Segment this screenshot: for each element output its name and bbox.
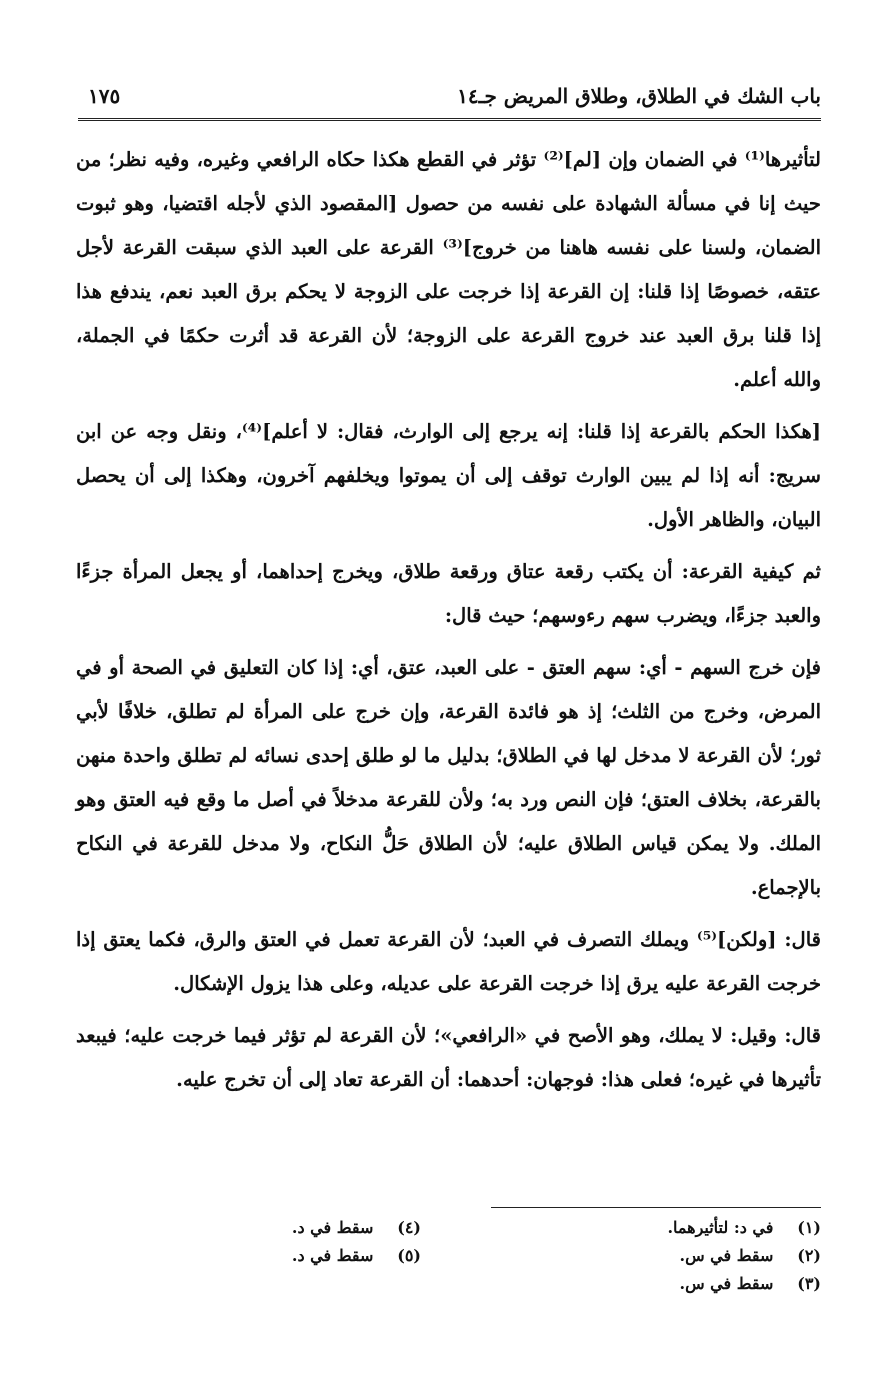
main-text (76, 138, 821, 1110)
paragraph-2: [هكذا الحكم بالقرعة إذا قلنا: إنه يرجع إلى الوارث، فقال: لا أعلم]⁽⁴⁾، ونقل وجه عن ابن سريج: أنه إذا لم يبين الوارث توقف إلى أن يموتوا ويخلفهم آخرون، وهكذا إلى أن يحصل البيان، والظاهر الأول. (76, 420, 821, 531)
footnote-number: (٣) (797, 1274, 821, 1293)
paragraph-5: قال: [ولكن]⁽⁵⁾ ويملك التصرف في العبد؛ لأن القرعة تعمل في العتق والرق، فكما يعتق إذا خرجت القرعة عليه يرق إذا خرجت القرعة على عديله، وعلى هذا يزول الإشكال. (76, 928, 821, 995)
footnote-number: (٤) (397, 1218, 421, 1237)
footnote-number: (٥) (397, 1246, 421, 1265)
footnotes-left-column (91, 1214, 421, 1270)
paragraph-1: لتأثيرها⁽¹⁾ في الضمان وإن [لم]⁽²⁾ تؤثر في القطع هكذا حكاه الرافعي وغيره، وفيه نظر؛ من حيث إنا في مسألة الشهادة على نفسه من حصول [المقصود الذي لأجله اقتضيا، وهو ثبوت الضمان، ولسنا على نفسه هاهنا من خروج]⁽³⁾ القرعة على العبد الذي سبقت القرعة لأجل عتقه، خصوصًا إذا قلنا: إن القرعة إذا خرجت على الزوجة لا يحكم برق العبد نعم، يندفع هذا إذا قلنا برق العبد عند خروج القرعة على الزوجة؛ لأن القرعة قد أثرت حكمًا في الجملة، والله أعلم. (76, 148, 821, 391)
paragraph-3: ثم كيفية القرعة: أن يكتب رقعة عتاق ورقعة طلاق، ويخرج إحداهما، أو يجعل المرأة جزءًا والعبد جزءًا، ويضرب سهم رءوسهم؛ حيث قال: (76, 560, 821, 627)
page-number: ١٧٥ (88, 84, 121, 108)
footnotes-right-column (491, 1214, 821, 1298)
paragraph-4: فإن خرج السهم - أي: سهم العتق - على العبد، عتق، أي: إذا كان التعليق في الصحة أو في المرض، وخرج من الثلث؛ إذ هو فائدة القرعة، وإن خرج على المرأة لم تطلق، خلافًا لأبي ثور؛ لأن القرعة لا مدخل لها في الطلاق؛ بدليل ما لو طلق إحدى نسائه لم تطلق واحدة منهن بالقرعة، بخلاف العتق؛ فإن النص ورد به؛ ولأن للقرعة مدخلاً في أصل ما وقع فيه العتق وهو الملك. ولا يمكن قياس الطلاق عليه؛ لأن الطلاق حَلُّ النكاح، ولا مدخل للقرعة في النكاح بالإجماع. (76, 656, 821, 899)
footnote-text: سقط في د. (291, 1218, 374, 1237)
footnote-rule (491, 1207, 821, 1208)
footnote-text: سقط في د. (291, 1246, 374, 1265)
footnote-number: (٢) (797, 1246, 821, 1265)
footnote-2 (491, 1242, 821, 1270)
running-title: باب الشك في الطلاق، وطلاق المريض جـ١٤ (457, 84, 821, 108)
paragraph-6: قال: وقيل: لا يملك، وهو الأصح في «الرافعي»؛ لأن القرعة لم تؤثر فيما خرجت عليه؛ فيبعد تأثيرها في غيره؛ فعلى هذا: فوجهان: أحدهما: أن القرعة تعاد إلى أن تخرج عليه. (76, 1024, 821, 1091)
footnote-5 (91, 1242, 421, 1270)
footnote-1 (491, 1214, 821, 1242)
footnote-3 (491, 1270, 821, 1298)
footnote-4 (91, 1214, 421, 1242)
footnote-text: في د: لتأثيرهما. (667, 1218, 774, 1237)
footnote-text: سقط في س. (679, 1274, 774, 1293)
footnote-text: سقط في س. (679, 1246, 774, 1265)
header-rule (78, 118, 821, 121)
page-header (80, 84, 821, 114)
footnote-number: (١) (797, 1218, 821, 1237)
